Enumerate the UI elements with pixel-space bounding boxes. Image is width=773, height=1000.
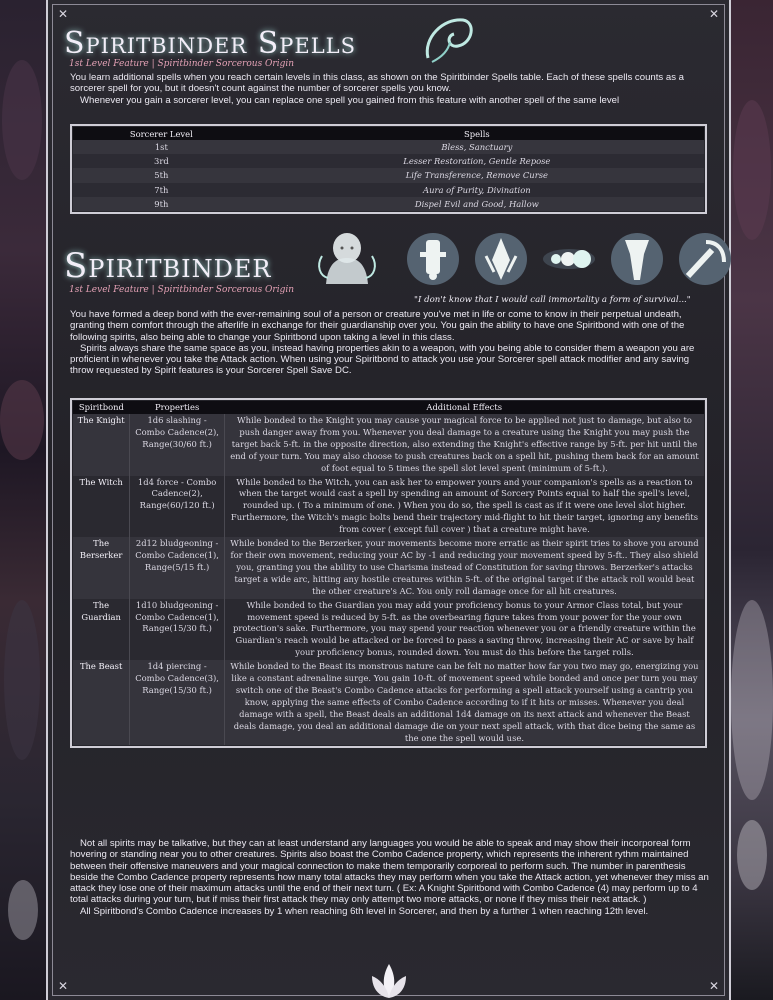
- ghost-girl-icon: [312, 226, 382, 286]
- table-row: [73, 476, 704, 538]
- level-cell: 1st: [73, 140, 250, 154]
- spiritbinder-para-4: All Spiritbond's Combo Cadence increases by 1 when reaching 6th level in Sorcerer, and then by a further 1 when reaching 12th level.: [80, 905, 649, 917]
- table-row: [73, 414, 704, 476]
- table-row: [73, 154, 704, 168]
- spiritbond-properties: 1d4 piercing - Combo Cadence(3), Range(15/30 ft.): [130, 660, 225, 745]
- table-row: [73, 140, 704, 154]
- column-header: Sorcerer Level: [73, 127, 250, 140]
- lotus-ornament-icon: [364, 962, 414, 1000]
- spiritbond-effects: While bonded to the Witch, you can ask her to empower yours and your companion's spells as a reaction to when the target would cast a spell by spending an amount of Sorcery Points equal to half the spell's level, rounded up. ( To a minimum of one. ) When you do so, the spell is cast as if it were one level slot higher. Furthermore, the Witch's magic bolts bend their trajectory mid-flight to hit their target, ignoring any benefits from cover ( except full cover ) that a creature might have.: [224, 476, 704, 538]
- spiritbinder-para-2: Spirits always share the same space as you, instead having properties akin to a weapon, with you being able to consider them a weapon you are proficient in whenever you take the Attack action. When using your Spiritbond to attack you use your Sorcerer spell attack modifier and any saving throw requested by Spirit features is your Sorcerer Spell Save DC.: [70, 342, 695, 377]
- spiritbinder-spells-table: [70, 124, 707, 214]
- column-header: Spells: [250, 127, 704, 140]
- level-cell: 5th: [73, 168, 250, 182]
- table-row: [73, 599, 704, 661]
- knight-icon: [406, 232, 460, 286]
- spiritbond-properties: 1d6 slashing - Combo Cadence(2), Range(30/60 ft.): [130, 414, 225, 476]
- column-header: Properties: [130, 401, 225, 414]
- table-header-row: [73, 127, 704, 140]
- table-row: [73, 537, 704, 599]
- spiritbinder-intro: [70, 309, 710, 377]
- spiritbond-name: The Guardian: [73, 599, 130, 661]
- spiritbond-properties: 1d10 bludgeoning - Combo Cadence(1), Range(15/30 ft.): [130, 599, 225, 661]
- spiritbond-name: The Berserker: [73, 537, 130, 599]
- berserker-icon: [542, 232, 596, 286]
- spells-intro: [70, 72, 710, 106]
- spiritbond-effects: While bonded to the Guardian you may add your proficiency bonus to your Armor Class total, but your movement speed is reduced by 5-ft. as the overbearing figure takes from your power for the your own protection's sake. Furthermore, you may spend your reaction whenever you or a friendly creature within the Guardian's reach would be attacked or be forced to pass a saving throw, increasing their AC or save by half your proficiency bonus, rounded down. You must do this before the target rolls.: [224, 599, 704, 661]
- spiritbond-properties: 2d12 bludgeoning - Combo Cadence(1), Range(5/15 ft.): [130, 537, 225, 599]
- document-page: [46, 0, 731, 1000]
- spirit-swirl-icon: [418, 8, 478, 68]
- level-cell: 9th: [73, 197, 250, 211]
- spells-cell: Life Transference, Remove Curse: [250, 168, 704, 182]
- spiritbond-table: [70, 398, 707, 748]
- right-side-artwork: [731, 0, 773, 1000]
- guardian-icon: [610, 232, 664, 286]
- spiritbinder-title: Spiritbinder: [64, 246, 272, 286]
- spiritbinder-subtitle: 1st Level Feature | Spiritbinder Sorcerous Origin: [69, 285, 295, 295]
- spells-cell: Lesser Restoration, Gentle Repose: [250, 154, 704, 168]
- spells-para-1: You learn additional spells when you reach certain levels in this class, as shown on the Spiritbinder Spells table. Each of these spells counts as a sorcerer spell for you, but it doesn't count against the number of sorcerer spells you know.: [70, 72, 684, 95]
- spiritbond-effects: While bonded to the Knight you may cause your magical force to be applied not just to damage, but also to push danger away from you. Whenever you deal damage to a creature using the Knight you may push the target back 5-ft. in the opposite direction, also extending the Knight's effective range by 5-ft. per hit until the end of your turn. You may also choose to push creatures back on a spell hit, pushing them back for an amount of foot equal to 5 times the spell slot level spent (minimum of 5-ft.).: [224, 414, 704, 476]
- spells-cell: Aura of Purity, Divination: [250, 183, 704, 197]
- spiritbinder-notes: [70, 838, 710, 917]
- level-cell: 7th: [73, 183, 250, 197]
- spiritbond-name: The Beast: [73, 660, 130, 745]
- spells-section-title: Spiritbinder Spells: [64, 26, 356, 61]
- column-header: Additional Effects: [224, 401, 704, 414]
- corner-ornament: ✕: [708, 979, 719, 993]
- spiritbond-properties: 1d4 force - Combo Cadence(2), Range(60/120 ft.): [130, 476, 225, 538]
- spiritbinder-para-1: You have formed a deep bond with the ever-remaining soul of a person or creature you've met in life or come to know in their perpetual undeath, granting them comfort through the afterlife in exchange for their guardianship over you. You gain the ability to have one Spiritbond with one of the following spirits, also being able to change your Spiritbond upon taking a level in this class.: [70, 309, 685, 343]
- corner-ornament: ✕: [58, 979, 69, 993]
- left-side-artwork: [0, 0, 46, 1000]
- table-row: [73, 183, 704, 197]
- spells-section-subtitle: 1st Level Feature | Spiritbinder Sorcerous Origin: [69, 59, 295, 69]
- spiritbond-effects: While bonded to the Beast its monstrous nature can be felt no matter how far you two may go, energizing you like a constant adrenaline surge. You gain 10-ft. of movement speed while bonded and once per turn you may switch one of the Beast's Combo Cadence attacks for performing a spell attack yourself using a cantrip you know, applying the same effects of Combo Cadence according to if it hits or misses. Whenever you deal damage with a spell, the Beast deals an additional 1d4 damage on its next attack and whenever the Beast deals damage, you deal an additional damage die on your next spell attack, with that dice being the same as the one the spell would use.: [224, 660, 704, 745]
- spiritbinder-para-3: Not all spirits may be talkative, but they can at least understand any languages you would be able to speak and may show their incorporeal form hovering or standing near you to other creatures. Spirits also boast the Combo Cadence property, which represents the inherent rythm maintained between their offensive maneuvers and your magical connection to make them temporarily corporeal to perform such. The number in parenthesis beside the Combo Cadence property represents how many total attacks they may perform when you take the Attack action, yet whenever they miss an attack they lose one of their maximum attacks until the end of their next turn. ( Ex: A Knight Spiritbond with Combo Cadence (4) may perform up to 4 total attacks during your turn, but if miss their first attack they may only attempt two more attacks, or none if they miss their next attack. ): [70, 838, 709, 906]
- spells-cell: Bless, Sanctuary: [250, 140, 704, 154]
- spells-cell: Dispel Evil and Good, Hallow: [250, 197, 704, 211]
- level-cell: 3rd: [73, 154, 250, 168]
- beast-icon: [678, 232, 732, 286]
- spiritbond-name: The Witch: [73, 476, 130, 538]
- corner-ornament: ✕: [58, 7, 69, 21]
- spells-para-2: Whenever you gain a sorcerer level, you can replace one spell you gained from this feature with another spell of the same level: [80, 94, 620, 106]
- spiritbond-name: The Knight: [73, 414, 130, 476]
- table-row: [73, 168, 704, 182]
- column-header: Spiritbond: [73, 401, 130, 414]
- spiritbond-effects: While bonded to the Berzerker, your movements become more erratic as their spirit tries to shove you around for their own movement, reducing your AC by -1 and reducing your movement speed by 5-ft.. They also shield you, granting you the ability to use Charisma instead of Constitution for saving throws. Berzerker's attacks target a wide arc, hitting any hostile creatures within 5-ft. of the original target if the attack roll would beat the other creature's AC. You only roll damage once for all hit creatures.: [224, 537, 704, 599]
- table-row: [73, 197, 704, 211]
- spirit-icons-row: [406, 232, 732, 286]
- table-row: [73, 660, 704, 745]
- flavor-quote: "I don't know that I would call immortality a form of survival...": [414, 295, 691, 305]
- witch-icon: [474, 232, 528, 286]
- table-header-row: [73, 401, 704, 414]
- corner-ornament: ✕: [708, 7, 719, 21]
